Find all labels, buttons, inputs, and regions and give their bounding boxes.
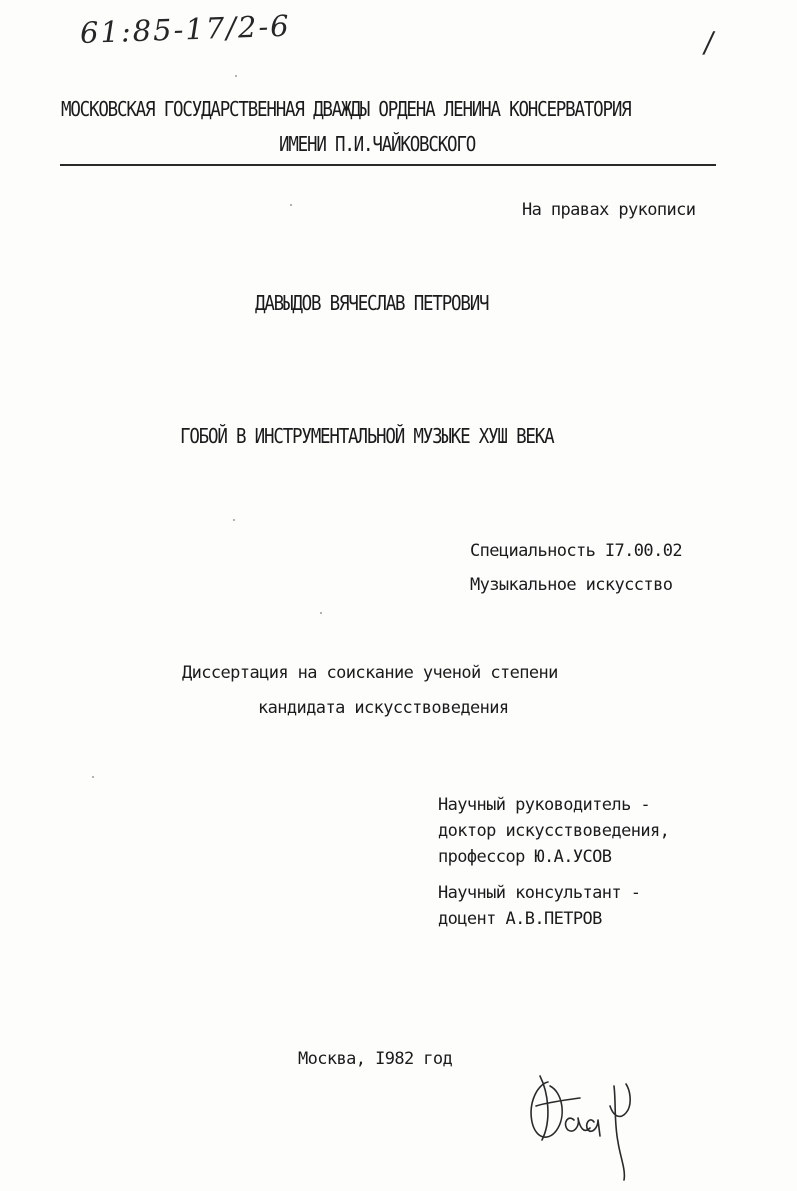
handwritten-corner-mark: / — [703, 25, 717, 59]
degree-line-2: кандидата искусствоведения — [258, 698, 509, 718]
handwritten-signature — [518, 1062, 658, 1182]
supervisor-line-3: профессор Ю.А.УСОВ — [438, 847, 612, 867]
degree-line-1: Диссертация на соискание ученой степени — [182, 663, 558, 683]
scan-speck — [235, 75, 237, 77]
specialty-name: Музыкальное искусство — [470, 575, 673, 595]
supervisor-line-1: Научный руководитель - — [438, 795, 650, 815]
scan-speck — [233, 519, 235, 521]
dissertation-title: ГОБОЙ В ИНСТРУМЕНТАЛЬНОЙ МУЗЫКЕ ХУШ ВЕКА — [180, 425, 554, 449]
scan-speck — [92, 776, 94, 778]
handwritten-shelf-mark: 61:85-17/2-6 — [79, 8, 292, 50]
institution-name-line-2: ИМЕНИ П.И.ЧАЙКОВСКОГО — [279, 133, 476, 157]
institution-name-line-1: МОСКОВСКАЯ ГОСУДАРСТВЕННАЯ ДВАЖДЫ ОРДЕНА ЛЕНИНА КОНСЕРВАТОРИЯ — [61, 98, 631, 122]
place-and-year: Москва, I982 год — [298, 1049, 453, 1069]
supervisor-line-2: доктор искусствоведения, — [438, 821, 670, 841]
specialty-code: Специальность I7.00.02 — [470, 541, 682, 561]
author-name: ДАВЫДОВ ВЯЧЕСЛАВ ПЕТРОВИЧ — [255, 292, 489, 316]
scan-speck — [290, 204, 292, 206]
rights-note: На правах рукописи — [522, 200, 696, 220]
scan-speck — [320, 612, 322, 614]
consultant-line-1: Научный консультант - — [438, 883, 641, 903]
consultant-line-2: доцент А.В.ПЕТРОВ — [438, 909, 602, 929]
header-divider — [60, 164, 716, 166]
